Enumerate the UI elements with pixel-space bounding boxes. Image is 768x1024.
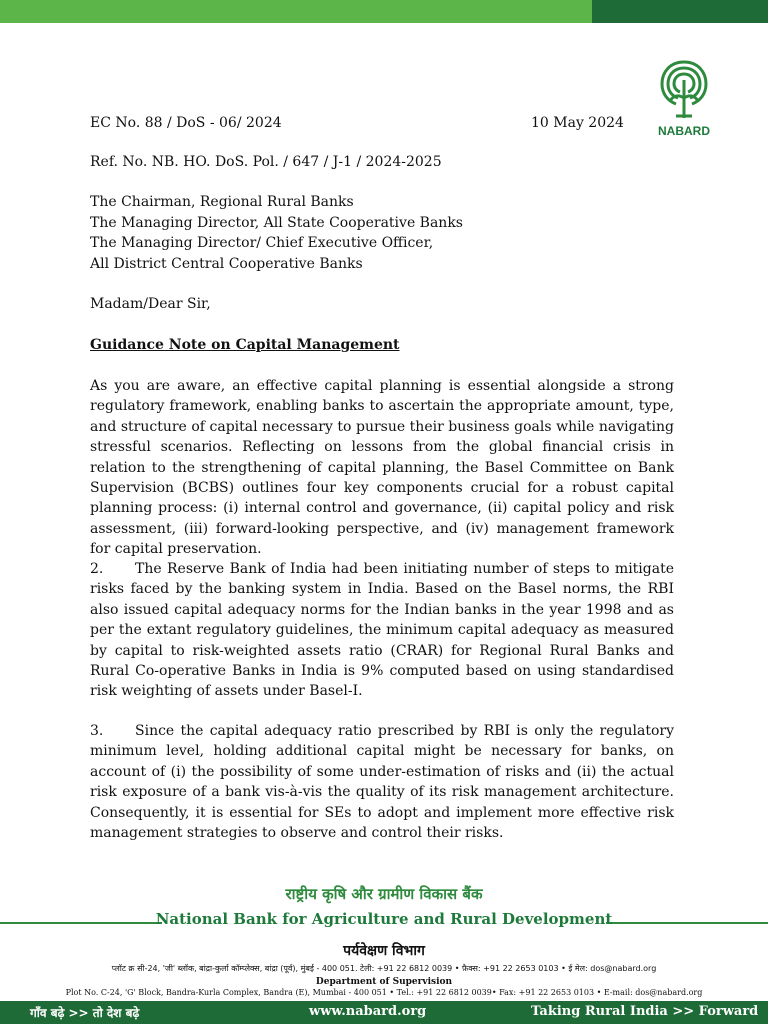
addressee-line: The Managing Director/ Chief Executive Officer, — [90, 235, 434, 251]
footer-address-english: Plot No. C-24, 'G' Block, Bandra-Kurla Complex, Bandra (E), Mumbai - 400 051 • Tel.: +91 22 6812 0039• Fax: +91 22 2653 0103 • E-mail: dos@nabard.org — [65, 988, 703, 997]
addressee-line: All District Central Cooperative Banks — [90, 256, 363, 272]
ec-number: EC No. 88 / DoS - 06/ 2024 — [90, 115, 282, 131]
paragraph-number: 2. — [90, 561, 104, 577]
top-bar-dark — [592, 0, 768, 23]
footer-hindi-name: राष्ट्रीय कृषि और ग्रामीण विकास बैंक — [285, 885, 483, 903]
paragraph-3 — [90, 721, 674, 843]
paragraph-number: 3. — [90, 723, 104, 739]
nabard-emblem-icon — [658, 58, 710, 124]
reference-number: Ref. No. NB. HO. DoS. Pol. / 647 / J-1 / 2024-2025 — [90, 154, 442, 170]
footer-address-hindi: प्लॉट क्र सी-24, 'जी' ब्लॉक, बांद्रा-कुर्ला कॉम्प्लेक्स, बांद्रा (पूर्व), मुंबई - 400 051. टेली: +91 22 6812 0039 • फ़ैक्स: +91 22 2653 0103 • ई मेल: dos@nabard.org — [111, 964, 657, 973]
paragraph-2 — [90, 559, 674, 702]
top-bar-light — [0, 0, 592, 23]
paragraph-text: As you are aware, an effective capital planning is essential alongside a strong regulatory framework, enabling banks to ascertain the appropriate amount, type, and structure of capital necessary to pursue their business goals while navigating stressful scenarios. Reflecting on lessons from the global financial crisis in relation to the strengthening of capital planning, the Basel Committee on Bank Supervision (BCBS) outlines four key components crucial for a robust capital planning process: (i) internal control and governance, (ii) capital policy and risk assessment, (iii) forward-looking perspective, and (iv) management framework for capital preservation. — [90, 378, 674, 558]
logo-text: NABARD — [658, 124, 710, 138]
paragraph-text: The Reserve Bank of India had been initiating number of steps to mitigate risks faced by the banking system in India. Based on the Basel norms, the RBI also issued capital adequacy norms for the Indian banks in the year 1998 and as per the extant regulatory guidelines, the minimum capital adequacy as measured by capital to risk-weighted assets ratio (CRAR) for Regional Rural Banks and Rural Co-operative Banks in India is 9% computed based on using standardised risk weighting of assets under Basel-I. — [90, 561, 674, 700]
website-link[interactable]: www.nabard.org — [309, 1004, 427, 1019]
addressee-line: The Chairman, Regional Rural Banks — [90, 194, 354, 210]
addressee-line: The Managing Director, All State Cooperative Banks — [90, 215, 463, 231]
paragraph-text: Since the capital adequacy ratio prescribed by RBI is only the regulatory minimum level, holding additional capital might be necessary for banks, on account of (i) the possibility of some under-estimation of risks and (ii) the actual risk exposure of a bank vis-à-vis the quality of its risk management architecture. Consequently, it is essential for SEs to adopt and implement more effective risk management strategies to observe and control their risks. — [90, 723, 674, 842]
footer-department-hindi: पर्यवेक्षण विभाग — [343, 943, 425, 959]
slogan-hindi: गाँव बढ़े >> तो देश बढ़े — [30, 1006, 140, 1020]
subject-heading: Guidance Note on Capital Management — [90, 337, 400, 353]
footer-english-name: National Bank for Agriculture and Rural Development — [155, 910, 613, 928]
slogan-english: Taking Rural India >> Forward — [531, 1004, 759, 1019]
footer-department-english: Department of Supervision — [315, 977, 453, 987]
letter-date: 10 May 2024 — [531, 115, 624, 131]
nabard-logo — [652, 58, 716, 138]
paragraph-1 — [90, 376, 674, 560]
salutation: Madam/Dear Sir, — [90, 296, 211, 312]
